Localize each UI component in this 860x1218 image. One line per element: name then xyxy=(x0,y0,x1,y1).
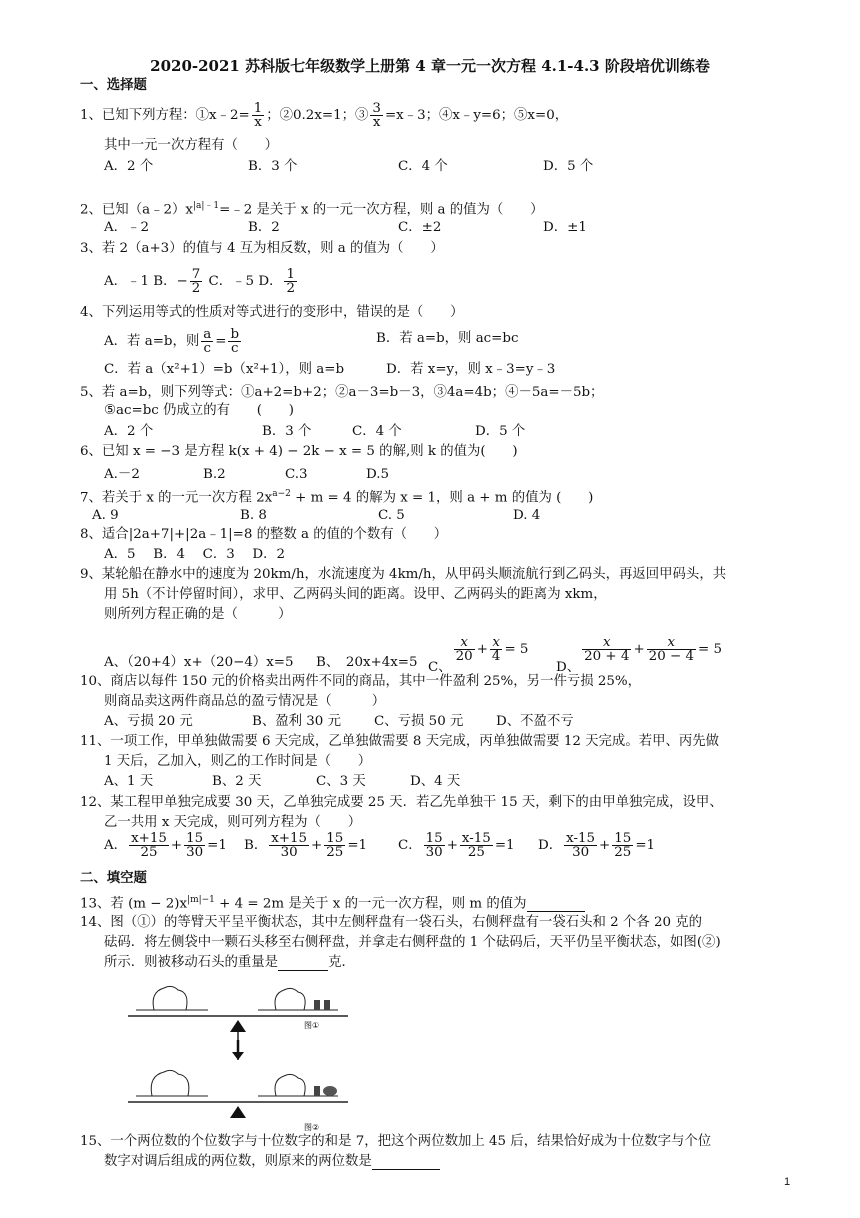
question-7: 7、若关于 x 的一元一次方程 $2x^{a-2} + m = 4$ 的解为 x = 1，则 a + m 的值为 ( ) xyxy=(80,489,594,506)
q2-option-c: C．±2 xyxy=(398,220,442,235)
question-13: 13、若 $(m - 2)x^{|m|-1} + 4 = 2m$ 是关于 x 的一元一次方程，则 m 的值为 xyxy=(80,892,585,912)
q12-option-b: B． $\frac{x+15}{30}$ + $\frac{15}{25}$ =1 xyxy=(244,831,368,860)
q4-option-c: C．若 a（x²+1）=b（x²+1），则 a=b xyxy=(104,362,345,377)
question-14: 14、图（①）的等臂天平呈平衡状态，其中左侧秤盘有一袋石头，右侧秤盘有一袋石头和 2 个各 20 克的 xyxy=(80,915,703,930)
question-9: 9、某轮船在静水中的速度为 20km/h，水流速度为 4km/h，从甲码头顺流航行到乙码头，再返回甲码头，共 xyxy=(80,567,727,582)
question-9-line3: 则所列方程正确的是（ ） xyxy=(104,607,292,622)
q5-option-c: C．4 个 xyxy=(352,424,402,439)
stone-bag-icon xyxy=(153,986,187,1010)
figure-label-1: 图① xyxy=(304,1021,320,1030)
question-8: 8、适合|2a+7|+|2a﹣1|=8 的整数 a 的值的个数有（ ） xyxy=(80,527,448,542)
q10-option-c: C、亏损 50 元 xyxy=(374,714,464,729)
q6-option-a: A.－2 xyxy=(104,467,140,482)
q4-option-d: D．若 x=y，则 x﹣3=y﹣3 xyxy=(386,362,556,377)
q3-options: A．﹣1 B．− $\frac{7}{2}$ C．﹣5 D． $\frac{1}{2}$ xyxy=(104,267,295,296)
q4-option-b: B．若 a=b，则 ac=bc xyxy=(376,331,519,346)
question-11-line2: 1 天后，乙加入，则乙的工作时间是（ ） xyxy=(104,754,372,769)
q5-option-a: A．2 个 xyxy=(104,424,154,439)
stone-bag-icon xyxy=(275,1074,305,1096)
q12-option-c: C． $\frac{15}{30}$ + $\frac{x-15}{25}$ =1 xyxy=(398,831,515,860)
balance-2 xyxy=(128,1070,348,1132)
q11-option-c: C、3 天 xyxy=(316,774,366,789)
question-2: 2、已知$(a﹣2)x^{|a|﹣1}=﹣2$ 是关于 x 的一元一次方程，则 a 的值为（ ） xyxy=(80,201,544,218)
page-number: 1 xyxy=(784,1176,791,1188)
question-10: 10、商店以每件 150 元的价格卖出两件不同的商品，其中一件盈利 25%，另一件亏损 25%， xyxy=(80,674,642,689)
q7-option-c: C. 5 xyxy=(378,508,405,523)
q1-option-c: C．4 个 xyxy=(398,159,448,174)
q7-option-b: B. 8 xyxy=(240,508,267,523)
q8-options: A．5 B．4 C．3 D．2 xyxy=(104,547,286,562)
q10-option-b: B、盈利 30 元 xyxy=(252,714,341,729)
question-9-line2: 用 5h（不计停留时间），求甲、乙两码头间的距离。设甲、乙两码头的距离为 xkm， xyxy=(104,587,607,602)
question-14-line2: 砝码．将左侧袋中一颗石头移至右侧秤盘，并拿走右侧秤盘的 1 个砝码后，天平仍呈平衡状态，如图(②) xyxy=(104,935,721,950)
q6-option-c: C.3 xyxy=(285,467,308,482)
q1-option-d: D．5 个 xyxy=(543,159,594,174)
q12-option-d: D． $\frac{x-15}{30}$ + $\frac{15}{25}$ =1 xyxy=(538,831,656,860)
q1-option-b: B．3 个 xyxy=(248,159,298,174)
q6-option-b: B.2 xyxy=(203,467,226,482)
q9-option-b: B、 20x+4x=5 xyxy=(316,655,418,670)
answer-blank[interactable] xyxy=(527,897,585,912)
section-heading-fill: 二、填空题 xyxy=(80,870,147,886)
question-15: 15、一个两位数的个位数字与十位数字的和是 7，把这个两位数加上 45 后，结果恰好成为十位数字与个位 xyxy=(80,1134,712,1149)
q9-option-c: C、 $\frac{x}{20}$ + $\frac{x}{4}$ = 5 xyxy=(428,635,529,675)
question-10-line2: 则商品卖这两件商品总的盈亏情况是（ ） xyxy=(104,694,386,709)
q11-option-b: B、2 天 xyxy=(212,774,262,789)
fraction: $\frac{3}{x}$ xyxy=(372,101,381,130)
q5-option-d: D．5 个 xyxy=(475,424,526,439)
q7-option-a: A. 9 xyxy=(92,508,119,523)
question-5-line2: ⑤ac=bc 仍成立的有 ( ) xyxy=(104,403,294,418)
question-1-line2: 其中一元一次方程有（ ） xyxy=(104,138,279,153)
stone-bag-icon xyxy=(275,988,305,1010)
q1-option-a: A．2 个 xyxy=(104,159,154,174)
question-11: 11、一项工作，甲单独做需要 6 天完成，乙单独做需要 8 天完成，丙单独做需要 12 天完成。若甲、丙先做 xyxy=(80,734,720,749)
weight-icon xyxy=(314,1000,320,1010)
q2-option-b: B．2 xyxy=(248,220,280,235)
question-5: 5、若 a=b，则下列等式：①a+2=b+2；②a－3=b－3，③4a=4b；④－5a=－5b； xyxy=(80,385,604,400)
q6-option-d: D.5 xyxy=(366,467,390,482)
down-arrow-icon xyxy=(232,1040,244,1060)
q9-option-d: D、 $\frac{x}{20 + 4}$ + $\frac{x}{20 - 4}$ = 5 xyxy=(556,635,722,675)
q4-option-a: A．若 a=b，则 $\frac{a}{c}$ = $\frac{b}{c}$ xyxy=(104,327,240,356)
question-4: 4、下列运用等式的性质对等式进行的变形中，错误的是（ ） xyxy=(80,305,464,320)
question-3: 3、若 2（a+3）的值与 4 互为相反数，则 a 的值为（ ） xyxy=(80,241,444,256)
question-6: 6、已知 x = −3 是方程 k(x + 4) − 2k − x = 5 的解,则 k 的值为( ) xyxy=(80,444,518,459)
section-heading-choice: 一、选择题 xyxy=(80,77,147,93)
question-14-line3: 所示．则被移动石头的重量是 克． xyxy=(104,955,355,970)
question-12: 12、某工程甲单独完成要 30 天，乙单独完成要 25 天．若乙先单独干 15 天，剩下的由甲单独完成，设甲、 xyxy=(80,795,723,810)
q7-option-d: D. 4 xyxy=(513,508,541,523)
question-15-line2: 数字对调后组成的两位数，则原来的两位数是 xyxy=(104,1153,440,1170)
fraction: $\frac{1}{x}$ xyxy=(253,101,263,130)
weight-icon xyxy=(314,1086,320,1096)
q2-option-d: D．±1 xyxy=(543,220,587,235)
q11-option-a: A、1 天 xyxy=(104,774,154,789)
q5-option-b: B．3 个 xyxy=(262,424,312,439)
q9-option-a: A、（20+4）x+（20−4）x=5 xyxy=(104,655,294,670)
fulcrum-icon xyxy=(230,1106,246,1118)
answer-blank[interactable] xyxy=(278,956,328,971)
q11-option-d: D、4 天 xyxy=(410,774,461,789)
q10-option-a: A、亏损 20 元 xyxy=(104,714,193,729)
question-1: 1、已知下列方程：①x﹣2= $\frac{1}{x}$ ；②0.2x=1；③ $\frac{3}{x}$ =x﹣3；④x﹣y=6；⑤x=0， xyxy=(80,101,569,130)
q12-option-a: A． $\frac{x+15}{25}$ + $\frac{15}{30}$ =1 xyxy=(104,831,227,860)
fulcrum-icon xyxy=(230,1020,246,1032)
page-title: 2020-2021 苏科版七年级数学上册第 4 章一元一次方程 4.1-4.3 阶段培优训练卷 xyxy=(150,57,710,75)
weight-icon xyxy=(324,1000,330,1010)
q10-option-d: D、不盈不亏 xyxy=(496,714,574,729)
balance-figure xyxy=(128,970,368,1146)
answer-blank[interactable] xyxy=(372,1155,440,1170)
q2-option-a: A．﹣2 xyxy=(104,220,149,235)
stone-icon xyxy=(323,1086,337,1096)
stone-bag-icon xyxy=(151,1070,189,1096)
figure-label-2: 图② xyxy=(304,1123,320,1132)
question-12-line2: 乙一共用 x 天完成，则可列方程为（ ） xyxy=(104,815,362,830)
